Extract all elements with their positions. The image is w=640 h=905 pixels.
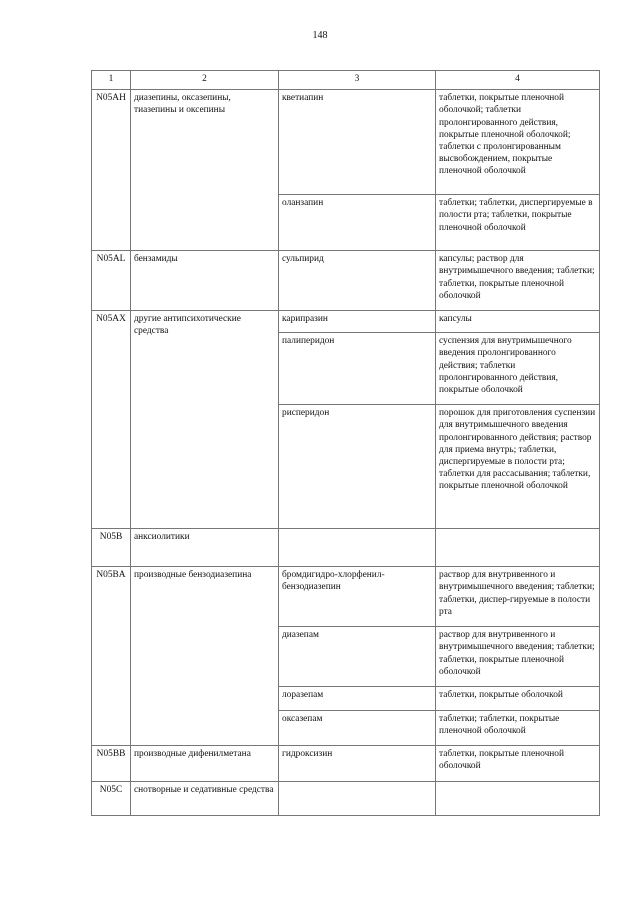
dosage-forms-cell: порошок для приготовления суспензии для внутримышечного введения пролонгированного действия; раствор для приема внутрь; таблетки, диспергируемые в полости рта; таблетки для рассасывания; таблетки, покрытые пленочной оболочкой (436, 405, 600, 529)
table-row (92, 529, 600, 567)
drug-name-cell: лоразепам (279, 687, 436, 711)
atc-code-cell: N05AH (92, 90, 131, 251)
drug-name-cell: оланзапин (279, 195, 436, 251)
dosage-forms-cell: капсулы; раствор для внутримышечного введения; таблетки; таблетки, покрытые пленочной оболочкой (436, 251, 600, 311)
dosage-forms-cell: таблетки; таблетки, покрытые пленочной оболочкой (436, 711, 600, 746)
atc-code-cell: N05AX (92, 311, 131, 529)
dosage-forms-cell: раствор для внутривенного и внутримышечного введения; таблетки; таблетки, диспер-гируемые в полости рта (436, 567, 600, 627)
drug-name-cell: диазепам (279, 627, 436, 687)
dosage-forms-cell: суспензия для внутримышечного введения пролонгированного действия; таблетки пролонгированного действия, покрытые оболочкой (436, 333, 600, 405)
drug-name-cell (279, 529, 436, 567)
table-row (92, 782, 600, 816)
dosage-forms-cell: таблетки; таблетки, диспергируемые в полости рта; таблетки, покрытые пленочной оболочкой (436, 195, 600, 251)
drug-name-cell: оксазепам (279, 711, 436, 746)
group-name-cell: диазепины, оксазепины, тиазепины и оксепины (131, 90, 279, 251)
group-name-cell: производные бензодиазепина (131, 567, 279, 746)
header-cell-2: 2 (131, 71, 279, 90)
dosage-forms-cell: таблетки, покрытые пленочной оболочкой (436, 746, 600, 782)
dosage-forms-cell: таблетки, покрытые оболочкой (436, 687, 600, 711)
atc-code-cell: N05BB (92, 746, 131, 782)
dosage-forms-cell: раствор для внутривенного и внутримышечного введения; таблетки; таблетки, покрытые пленочной оболочкой (436, 627, 600, 687)
table-row (92, 90, 600, 195)
atc-code-cell: N05B (92, 529, 131, 567)
group-name-cell: бензамиды (131, 251, 279, 311)
table-row (92, 746, 600, 782)
dosage-forms-cell (436, 529, 600, 567)
atc-code-cell: N05BA (92, 567, 131, 746)
drug-name-cell: бромдигидро-хлорфенил-бензодиазепин (279, 567, 436, 627)
drug-name-cell: рисперидон (279, 405, 436, 529)
drug-name-cell: гидроксизин (279, 746, 436, 782)
table-row (92, 567, 600, 627)
table-row (92, 311, 600, 333)
group-name-cell: снотворные и седативные средства (131, 782, 279, 816)
drug-name-cell (279, 782, 436, 816)
dosage-forms-cell: таблетки, покрытые пленочной оболочкой; таблетки пролонгированного действия, покрытые пленочной оболочкой; таблетки с пролонгированным высвобождением, покрытые пленочной оболочкой (436, 90, 600, 195)
group-name-cell: анксиолитики (131, 529, 279, 567)
page-number: 148 (312, 30, 328, 41)
atc-code-cell: N05C (92, 782, 131, 816)
drug-name-cell: палиперидон (279, 333, 436, 405)
drug-name-cell: кветиапин (279, 90, 436, 195)
atc-code-cell: N05AL (92, 251, 131, 311)
group-name-cell: другие антипсихотические средства (131, 311, 279, 529)
group-name-cell: производные дифенилметана (131, 746, 279, 782)
header-row (92, 71, 600, 90)
header-cell-3: 3 (279, 71, 436, 90)
header-cell-4: 4 (436, 71, 600, 90)
drug-name-cell: сульпирид (279, 251, 436, 311)
header-cell-1: 1 (92, 71, 131, 90)
table-row (92, 251, 600, 311)
dosage-forms-cell: капсулы (436, 311, 600, 333)
drug-table (91, 70, 600, 816)
drug-name-cell: карипразин (279, 311, 436, 333)
dosage-forms-cell (436, 782, 600, 816)
